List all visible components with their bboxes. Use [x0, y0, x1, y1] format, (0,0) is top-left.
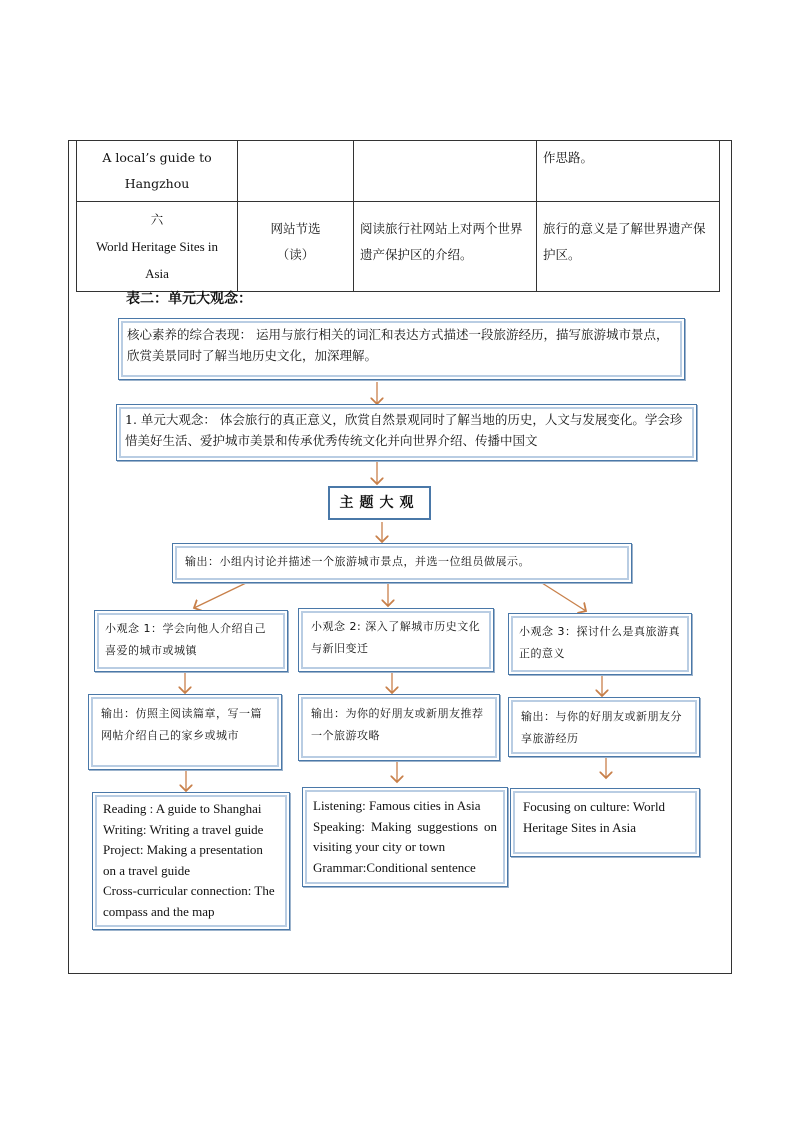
sub-output-3-box — [508, 697, 700, 757]
cell-line: 六 — [150, 212, 164, 227]
cell-line: World Heritage Sites in — [95, 239, 219, 254]
table-cell: 作思路。 — [537, 141, 720, 202]
box-text: 小观念 1：学会向他人介绍自己喜爱的城市或城镇 — [105, 622, 266, 657]
sub-idea-2-box — [298, 608, 494, 672]
arrow — [542, 583, 586, 611]
box-text — [303, 788, 507, 886]
content-2-box — [302, 787, 508, 887]
content-line: Speaking: Making suggestions on visiting your city or town — [313, 818, 497, 854]
sub-idea-1-box — [94, 610, 288, 672]
content-line: Cross-curricular connection: The compass and the map — [103, 883, 275, 919]
cell-line: 网站节选 — [270, 221, 321, 236]
cell-line: Asia — [145, 266, 169, 281]
box-text: 输出：为你的好朋友或新朋友推荐一个旅游攻略 — [311, 707, 484, 742]
section-heading: 表二：单元大观念： — [126, 291, 252, 307]
main-output-box — [172, 543, 632, 583]
table-cell: 旅行的意义是了解世界遗产保护区。 — [537, 202, 720, 292]
content-line: Listening: Famous cities in Asia — [313, 798, 481, 813]
sub-idea-3-box — [508, 613, 692, 675]
box-text: 核心素养的综合表现： 运用与旅行相关的词汇和表达方式描述一段旅游经历，描写旅游城市景点，欣赏美景同时了解当地历史文化，加深理解。 — [127, 327, 669, 363]
box-text: 输出：小组内讨论并描述一个旅游城市景点，并选一位组员做展示。 — [185, 555, 530, 568]
content-line: Project: Making a presentation on a travel guide — [103, 842, 263, 878]
sub-output-2-box — [298, 694, 500, 761]
content-line: Grammar:Conditional sentence — [313, 859, 476, 875]
arrow — [194, 583, 246, 608]
box-text — [511, 789, 699, 846]
table-cell: 阅读旅行社网站上对两个世界遗产保护区的介绍。 — [354, 202, 537, 292]
unit-big-idea-box — [116, 404, 697, 461]
box-text: 1. 单元大观念： 体会旅行的真正意义，欣赏自然景观同时了解当地的历史，人文与发展变化。学会珍惜美好生活、爱护城市美景和传承优秀传统文化并向世界介绍、传播中国文 — [125, 412, 683, 448]
box-text: 输出：仿照主阅读篇章，写一篇网帖介绍自己的家乡或城市 — [101, 707, 262, 742]
sub-output-1-box — [88, 694, 282, 770]
cell-line: Hangzhou — [124, 176, 190, 191]
cell-line: （读） — [276, 247, 315, 262]
cell-line: A local’s guide to — [102, 150, 212, 165]
content-line: Reading : A guide to Shanghai — [103, 801, 262, 816]
content-3-box — [510, 788, 700, 857]
content-1-box — [92, 792, 290, 930]
content-line: Focusing on culture: World Heritage Sites in Asia — [523, 799, 666, 835]
box-text: 小观念 3：探讨什么是真旅游真正的意义 — [519, 625, 680, 660]
theme-title-box: 主题大观 — [328, 486, 431, 520]
core-competence-box — [118, 318, 685, 380]
content-line: Writing: Writing a travel guide — [103, 821, 264, 837]
box-text — [93, 793, 289, 928]
box-text: 小观念 2: 深入了解城市历史文化与新旧变迁 — [311, 620, 481, 655]
box-text: 输出：与你的好朋友或新朋友分享旅游经历 — [521, 710, 682, 745]
